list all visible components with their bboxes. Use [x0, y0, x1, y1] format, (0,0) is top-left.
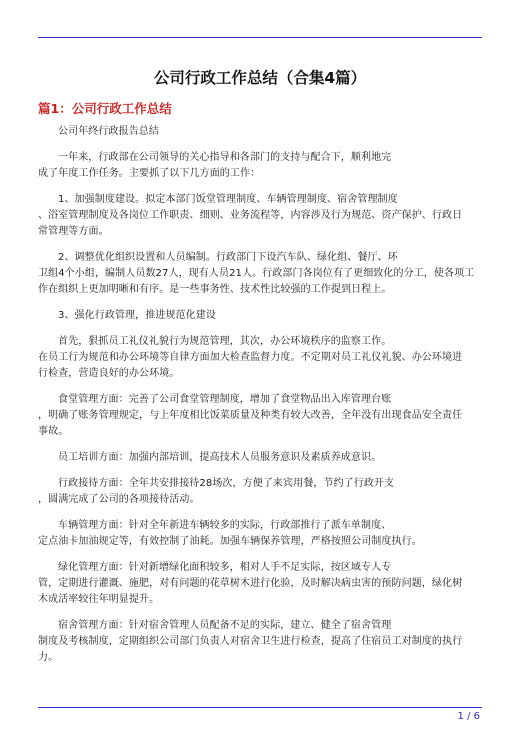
paragraph-line: 木成活率较往年明显提升。	[38, 594, 160, 605]
paragraph-line: 制度及考核制度，定期组织公司部门负责人对宿舍卫生进行检查，提高了住宿员工对制度的执行	[38, 636, 463, 647]
paragraph-line: ，明确了账务管理规定，与上年度相比饭菜质量及种类有较大改善，全年没有出现食品安全责任	[38, 410, 463, 421]
paragraph-line: 在员工行为规范和办公环境等自律方面加大检查监督力度。不定期对员工礼仪礼貌、办公环境进	[38, 352, 463, 363]
paragraph-line: 一年来，行政部在公司领导的关心指导和各部门的支持与配合下，顺利地完	[58, 152, 392, 163]
paragraph-line: 首先，狠抓员工礼仪礼貌行为规范管理，其次，办公环境秩序的监察工作。	[58, 336, 392, 347]
footer-rule	[38, 707, 482, 708]
paragraph-line: 绿化管理方面：针对新增绿化面积较多，相对人手不足实际，按区域专人专	[58, 562, 392, 573]
paragraph-line: 管，定期进行灌溉、施肥，对有问题的花草树木进行化验，及时解决病虫害的预防问题，绿化树	[38, 578, 463, 589]
paragraph-line: 3、强化行政管理，推进规范化建设	[58, 310, 216, 321]
paragraph	[38, 518, 482, 550]
paragraph	[38, 150, 482, 182]
paragraph-line: 公司年终行政报告总结	[58, 126, 159, 137]
paragraph	[38, 450, 482, 466]
paragraph-line: 事故。	[38, 426, 69, 437]
paragraph	[38, 192, 482, 240]
paragraph-line: 力。	[38, 652, 59, 663]
paragraph-line: 食堂管理方面：完善了公司食堂管理制度，增加了食堂物品出入库管理台账	[58, 394, 392, 405]
paragraph-line: 员工培训方面：加强内部培训，提高技术人员服务意识及素质养成意识。	[58, 452, 382, 463]
paragraph-line: 1、加强制度建设。拟定本部门饭堂管理制度、车辆管理制度、宿舍管理制度	[58, 194, 398, 205]
paragraph-line: 卫组4个小组，编制人员数27人，现有人员21人。行政部门各岗位有了更细致化的分工，使各项工	[38, 268, 475, 279]
paragraph-line: ，圆满完成了公司的各项接待活动。	[38, 494, 200, 505]
paragraph-line: 车辆管理方面：针对全年新进车辆较多的实际，行政部推行了派车单制度、	[58, 520, 392, 531]
section-heading: 篇1：公司行政工作总结	[38, 101, 172, 116]
header-rule	[38, 37, 482, 38]
paragraph-line: 作在组织上更加明晰和有序。是一些事务性、技术性比较强的工作提到日程上。	[38, 284, 392, 295]
paragraph	[38, 392, 482, 440]
paragraph	[38, 308, 482, 324]
page-indicator: 1 / 6	[457, 711, 480, 722]
paragraph-line: 常管理等方面。	[38, 226, 109, 237]
paragraph	[38, 250, 482, 298]
document-title: 公司行政工作总结（合集4篇）	[153, 69, 367, 87]
paragraph-line: 行检查，营造良好的办公环境。	[38, 368, 180, 379]
paragraph	[38, 334, 482, 382]
paragraph-line: 定点油卡加油规定等，有效控制了油耗。加强车辆保养管理，严格按照公司制度执行。	[38, 536, 422, 547]
paragraph-line: 2、调整优化组织设置和人员编制。行政部门下设汽车队、绿化组、餐厅、环	[58, 252, 398, 263]
paragraph-line: 、浴室管理制度及各岗位工作职责、细则、业务流程等，内容涉及行为规范、资产保护、行政日	[38, 210, 463, 221]
paragraph	[38, 560, 482, 608]
paragraph-line: 成了年度工作任务。主要抓了以下几方面的工作：	[38, 168, 261, 179]
document-body	[38, 124, 482, 676]
paragraph	[38, 124, 482, 140]
paragraph-line: 行政接待方面：全年共安排接待28场次，方便了来宾用餐，节约了行政开支	[58, 478, 395, 489]
paragraph	[38, 618, 482, 666]
paragraph	[38, 476, 482, 508]
paragraph-line: 宿舍管理方面：针对宿舍管理人员配备不足的实际，建立、健全了宿舍管理	[58, 620, 392, 631]
